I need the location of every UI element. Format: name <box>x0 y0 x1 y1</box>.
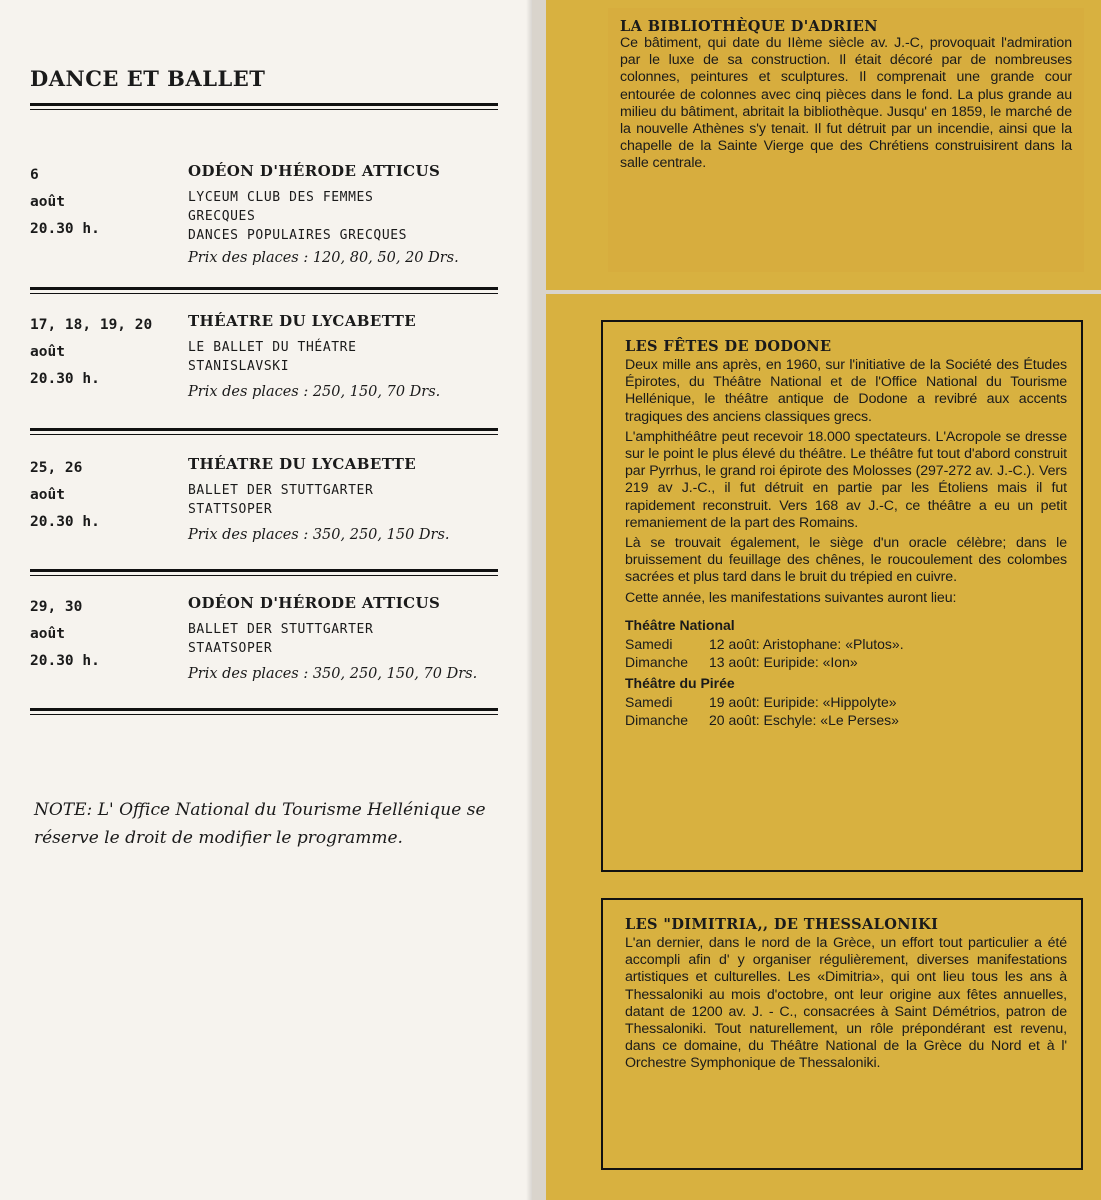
event-separator <box>30 569 498 572</box>
event-time: 20.30 h. <box>30 514 100 530</box>
program-text: 12 août: Aristophane: «Plutos». <box>709 635 904 652</box>
adrien-section <box>608 8 1084 272</box>
event-month: août <box>30 344 65 360</box>
program-heading: Théâtre National <box>625 616 735 633</box>
title-rule-thin <box>30 109 498 110</box>
section-title: DANCE ET BALLET <box>30 66 266 91</box>
note-text: L' Office National du Tourisme Hellénique se réserve le droit de modifier le programme. <box>34 800 486 848</box>
event-date <box>30 162 180 243</box>
program-row <box>625 693 1067 711</box>
event-performer <box>188 338 488 376</box>
event-separator <box>30 428 498 431</box>
event-venue: THÉATRE DU LYCABETTE <box>188 312 417 330</box>
event-time: 20.30 h. <box>30 371 100 387</box>
program-row <box>625 653 1067 671</box>
note-label: NOTE: <box>34 800 93 820</box>
adrien-title: LA BIBLIOTHÈQUE D'ADRIEN <box>620 18 878 35</box>
performer-line: BALLET DER STUTTGARTER <box>188 483 374 498</box>
event-performer <box>188 188 488 245</box>
program-row <box>625 635 1067 653</box>
event-price: Prix des places : 120, 80, 50, 20 Drs. <box>188 250 459 266</box>
event-venue: ODÉON D'HÉRODE ATTICUS <box>188 162 441 180</box>
program-text: 13 août: Euripide: «Ion» <box>709 653 858 670</box>
event-price: Prix des places : 350, 250, 150 Drs. <box>188 527 450 543</box>
left-page <box>0 0 532 1200</box>
event-1 <box>30 162 500 282</box>
dodone-paragraph: Là se trouvait également, le siège d'un oracle célèbre; dans le bruissement du feuillage des chênes, le roucoulement des colombes sacrées et plus tard dans le bruit du trépied en cuivre. <box>625 535 1067 586</box>
performer-line: STANISLAVSKI <box>188 359 290 374</box>
title-rule <box>30 103 498 106</box>
dimitria-title: LES "DIMITRIA,, DE THESSALONIKI <box>625 916 939 933</box>
event-day: 17, 18, 19, 20 <box>30 317 153 333</box>
event-performer <box>188 481 488 519</box>
dodone-title: LES FÊTES DE DODONE <box>625 338 832 355</box>
event-separator-thin <box>30 575 498 576</box>
event-day: 6 <box>30 167 39 183</box>
dodone-paragraph: Deux mille ans après, en 1960, sur l'initiative de la Société des Études Épirotes, du Théâtre National et de l'Office National du Tourisme Hellénique, le théâtre antique de Dodone a revibré aux accents tragiques des anciens classiques grecs. <box>625 357 1067 425</box>
event-4 <box>30 594 500 714</box>
event-separator <box>30 287 498 290</box>
event-time: 20.30 h. <box>30 653 100 669</box>
right-page <box>536 0 1101 1200</box>
dodone-paragraph: Cette année, les manifestations suivantes auront lieu: <box>625 589 957 606</box>
event-separator-thin <box>30 293 498 294</box>
event-price: Prix des places : 250, 150, 70 Drs. <box>188 384 441 400</box>
program-heading: Théâtre du Pirée <box>625 674 735 691</box>
program-note <box>34 796 514 852</box>
program-day: Dimanche <box>625 711 689 728</box>
program-day: Samedi <box>625 635 673 652</box>
performer-line: DANCES POPULAIRES GRECQUES <box>188 228 408 243</box>
program-text: 20 août: Eschyle: «Le Perses» <box>709 711 899 728</box>
event-venue: ODÉON D'HÉRODE ATTICUS <box>188 594 441 612</box>
performer-line: LE BALLET DU THÉATRE <box>188 340 357 355</box>
event-date <box>30 455 180 536</box>
event-2 <box>30 312 500 432</box>
dimitria-text: L'an dernier, dans le nord de la Grèce, un effort tout particulier a été accompli afin d' y organiser régulièrement, diverses manifestations artistiques et culturelles. Les «Dimitria», qui ont lieu tous les ans à Thessaloniki au mois d'octobre, ont leur origine aux fêtes annuelles, datant de 1200 av. J. - C., consacrées à Saint Démétrios, patron de Thessaloniki. Tout naturellement, un rôle prépondérant est revenu, dans ce domaine, du Théâtre National de la Grèce du Nord et à l' Orchestre Symphonique de Thessaloniki. <box>625 935 1067 1072</box>
adrien-text: Ce bâtiment, qui date du IIème siècle av. J.-C, provoquait l'admiration par le luxe de sa construction. Il était décoré par de nombreuses colonnes, peintures et sculptures. Il comprenait une grande cour entourée de colonnes avec cinq pièces dans le fond. La plus grande au milieu du bâtiment, abritait la bibliothèque. Jusqu' en 1859, le marché de la nouvelle Athènes s'y tenait. Il fut détruit par un incendie, ainsi que la chapelle de la Sainte Vierge que des Chrétiens construisirent dans la salle centrale. <box>620 35 1072 172</box>
dodone-section <box>601 320 1083 872</box>
performer-line: LYCEUM CLUB DES FEMMES <box>188 190 374 205</box>
program-day: Samedi <box>625 693 673 710</box>
event-month: août <box>30 487 65 503</box>
event-performer <box>188 620 488 658</box>
event-month: août <box>30 626 65 642</box>
performer-line: STAATSOPER <box>188 641 273 656</box>
program-row <box>625 711 1067 729</box>
event-3 <box>30 455 500 575</box>
event-time: 20.30 h. <box>30 221 100 237</box>
event-day: 29, 30 <box>30 599 83 615</box>
event-separator-thin <box>30 714 498 715</box>
event-separator-thin <box>30 434 498 435</box>
dimitria-section <box>601 898 1083 1170</box>
event-separator <box>30 708 498 711</box>
event-day: 25, 26 <box>30 460 83 476</box>
event-date <box>30 594 180 675</box>
event-venue: THÉATRE DU LYCABETTE <box>188 455 417 473</box>
performer-line: STATTSOPER <box>188 502 273 517</box>
performer-line: GRECQUES <box>188 209 256 224</box>
program-text: 19 août: Euripide: «Hippolyte» <box>709 693 897 710</box>
event-date <box>30 312 180 393</box>
dodone-paragraph: L'amphithéâtre peut recevoir 18.000 spectateurs. L'Acropole se dresse sur le point le plus élevé du théâtre. Le théâtre fut tout d'abord construit par Pyrrhus, le grand roi épirote des Molosses (297-272 av. J.-C.). Vers 219 av J.-C., il fut détruit en partie par les Étoliens mais il fut rapidement reconstruit. Vers 168 av J.-C, ce théâtre a eu un petit remaniement de la part des Romains. <box>625 428 1067 531</box>
event-price: Prix des places : 350, 250, 150, 70 Drs. <box>188 666 478 682</box>
performer-line: BALLET DER STUTTGARTER <box>188 622 374 637</box>
program-day: Dimanche <box>625 653 689 670</box>
event-month: août <box>30 194 65 210</box>
